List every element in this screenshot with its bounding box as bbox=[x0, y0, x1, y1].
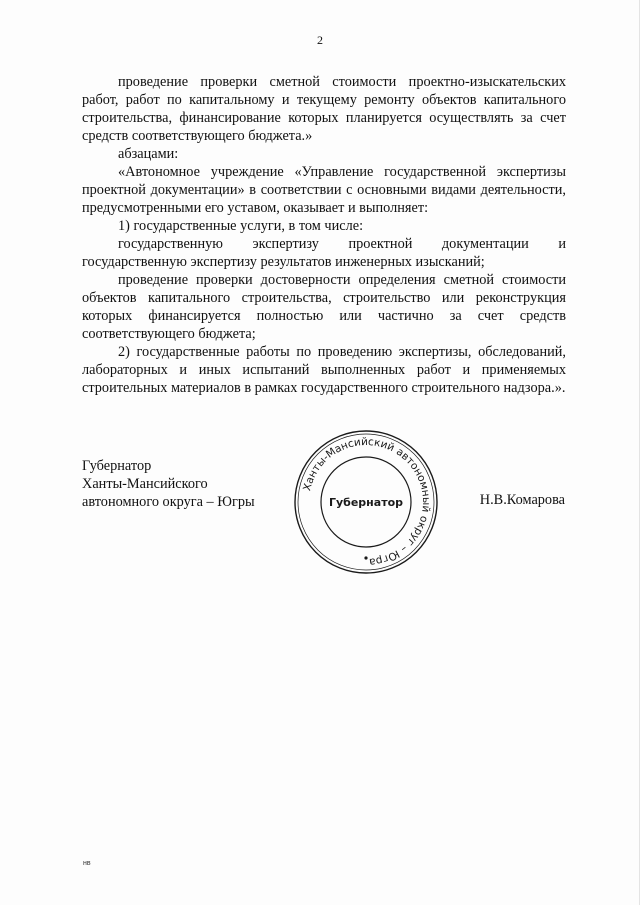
seal-graphic bbox=[292, 428, 440, 576]
signatory-name: Н.В.Комарова bbox=[479, 492, 565, 508]
seal-center-text: Губернатор bbox=[328, 496, 404, 509]
signatory-title-line: Губернатор bbox=[82, 458, 152, 474]
paragraph: 2) государственные работы по проведению экспертизы, обследований, лабораторных и иных испытаний выполненных работ и применяемых строительных материалов в рамках государственного строительного надзора.». bbox=[82, 344, 566, 396]
paragraph: «Автономное учреждение «Управление государственной экспертизы проектной документации» в соответствии с основными видами деятельности, предусмотренными его уставом, оказывает и выполняет: bbox=[82, 164, 566, 216]
signatory-title-line: Ханты-Мансийского bbox=[82, 476, 208, 492]
paragraph: абзацами: bbox=[118, 146, 179, 162]
seal-ring-text: Ханты-Мансийский автономный округ – Югра bbox=[301, 435, 433, 568]
body-text bbox=[82, 73, 566, 397]
signatory-title bbox=[82, 457, 255, 511]
paragraph: проведение проверки сметной стоимости проектно-изыскательских работ, работ по капитальному и текущему ремонту объектов капитального строительства, финансирование которых планируется осуществлять за счет средств соответствующего бюджета.» bbox=[82, 74, 566, 144]
paragraph: проведение проверки достоверности определения сметной стоимости объектов капитального строительства, строительство или реконструкция которых финансируется полностью или частично за счет средств соответствующего бюджета; bbox=[82, 272, 566, 342]
official-seal bbox=[292, 428, 440, 576]
page-number: 2 bbox=[317, 33, 323, 47]
seal-dot bbox=[364, 556, 367, 559]
footer-initials: нв bbox=[83, 860, 91, 867]
paragraph: 1) государственные услуги, в том числе: bbox=[118, 218, 364, 234]
signatory-title-line: автономного округа – Югры bbox=[82, 494, 255, 510]
paragraph: государственную экспертизу проектной документации и государственную экспертизу результатов инженерных изысканий; bbox=[82, 236, 566, 270]
